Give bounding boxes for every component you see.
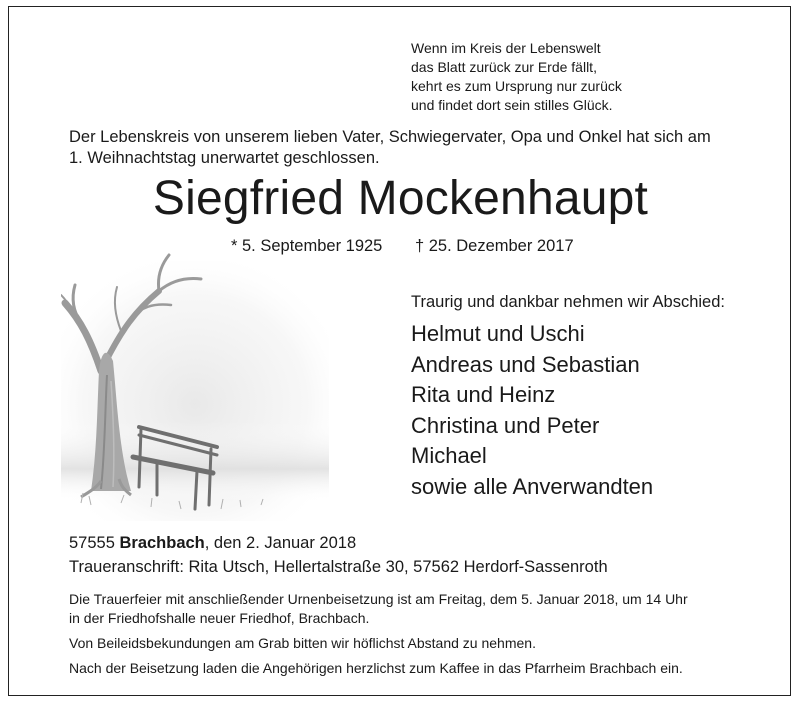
mourner-name: Michael [411, 443, 487, 468]
intro-line: Der Lebenskreis von unserem lieben Vater, Schwiegervater, Opa und Onkel hat sich am [69, 128, 711, 146]
mourner-name: sowie alle Anverwandten [411, 473, 654, 499]
mourner-name: Rita und Heinz [411, 382, 556, 407]
mourner-name: Andreas und Sebastian [411, 351, 640, 377]
mourners-list [411, 319, 653, 502]
birth-date: * 5. September 1925 [231, 237, 383, 255]
intro-text [69, 127, 769, 169]
tree-and-bench-illustration [61, 251, 329, 529]
mourner-name: Christina und Peter [411, 412, 600, 438]
funeral-line: Die Trauerfeier mit anschließender Urnenbeisetzung ist am Freitag, dem 5. Januar 2018, um 14 Uhr [69, 591, 688, 607]
poem-line: das Blatt zurück zur Erde fällt, [411, 59, 597, 75]
coffee-note: Nach der Beisetzung laden die Angehörigen herzlichst zum Kaffee in das Pfarrheim Brachbach ein. [69, 660, 683, 676]
poem [411, 39, 622, 115]
place-date-line [69, 534, 356, 553]
deceased-name: Siegfried Mockenhaupt [152, 172, 649, 225]
death-date: † 25. Dezember 2017 [414, 237, 574, 255]
poem-line: und findet dort sein stilles Glück. [411, 97, 613, 113]
mourner-name: Helmut und Uschi [411, 321, 585, 346]
date-text: , den 2. Januar 2018 [204, 534, 357, 552]
mourners-intro: Traurig und dankbar nehmen wir Abschied: [411, 293, 725, 311]
obituary-notice [8, 6, 791, 696]
poem-line: kehrt es zum Ursprung nur zurück [411, 78, 622, 94]
poem-line: Wenn im Kreis der Lebenswelt [411, 40, 601, 56]
funeral-info [69, 590, 769, 676]
mourning-address: Traueranschrift: Rita Utsch, Hellertalstraße 30, 57562 Herdorf-Sassenroth [69, 558, 608, 576]
condolence-note: Von Beileidsbekundungen am Grab bitten wir höflichst Abstand zu nehmen. [69, 635, 536, 651]
postcode: 57555 [69, 534, 115, 552]
funeral-line: in der Friedhofshalle neuer Friedhof, Brachbach. [69, 610, 370, 626]
intro-line: 1. Weihnachtstag unerwartet geschlossen. [69, 149, 380, 167]
place-name: Brachbach [119, 534, 205, 552]
